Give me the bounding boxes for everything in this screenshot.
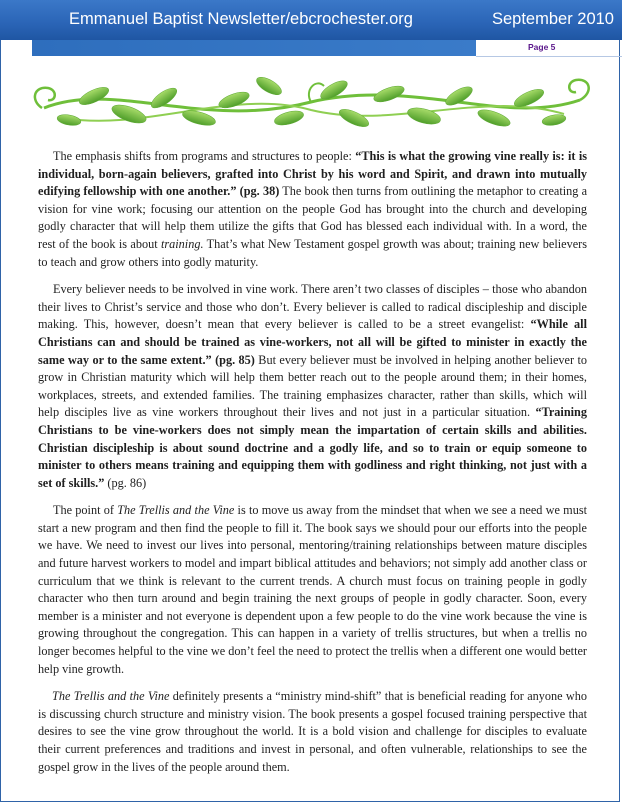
paragraph-2 [38,281,587,492]
issue-date: September 2010 [491,10,614,28]
paragraph-3 [38,502,587,678]
header-banner [0,0,622,40]
article-body [38,148,587,786]
text-run: That’s what New Testament gospel growth was about; training new believers to teach and grow others into godly maturity. [38,236,587,269]
text-run: (pg. 86) [104,475,147,490]
newsletter-title: Emmanuel Baptist Newsletter/ebcrochester.org [69,10,413,28]
header-subbar [32,40,476,56]
quote-bold: “Training Christians to be vine-workers does not simply mean the impartation of certain skills and abilities. Christian discipleship is about sound doctrine and a godly life, and so to train or equip someone to minister to others means training and equipping them with godliness and right thinking, not just with a set of skills.” [38,405,587,490]
italic-run: training. [160,236,204,251]
quote-bold: “This is what the growing vine really is: it is individual, born-again believers, grafted into Christ by his word and Spirit, and drawn into mutually edifying fellowship with one another.” (pg. 38) [38,149,587,199]
text-run: The book then turns from outlining the metaphor to creating a vision for vine work; focusing our attention on the people God has brought into the church and developing godly character that will help them utilize the gifts that God has blessed each individual with. In a word, the rest of the book is about [38,184,588,251]
text-run: is to move us away from the mindset that when we see a need we must start a new program and then find the people to fill it. The book says we should pour our efforts into the people we have. We need to invest our lives into personal, mentoring/training relationships between mature disciples and future harvest workers to model and impart biblical attitudes and behaviors; not simply add another class or curriculum that we think is relevant to the current trends. A church must focus on training people in godly character who then turn around and begin training the next groups of people in godly character. Soon, every member is a minister and not everyone is dependent upon a few people to do the vine work because the vine is growing throughout the congregation. This can happen in a variety of trellis structures, but when a trellis no longer becomes helpful to the vine we don’t feel the need to protect the trellis when a different one would better help vine growth. [38,503,588,676]
page-number: Page 5 [528,42,556,52]
book-title: The Trellis and the Vine [52,689,170,704]
text-run: definitely presents a “ministry mind-shift” that is beneficial reading for anyone who is discussing church structure and ministry vision. The book presents a gospel focused training perspective that desires to see the vine grow throughout the world. It is a bold vision and challenge for disciples to evaluate their current preferences and traditions and invest in personal, and often vulnerable, relationships to see the gospel grow in the lives of the people around them. [38,689,587,774]
book-title: The Trellis and the Vine [117,503,235,518]
text-run: The emphasis shifts from programs and structures to people: [53,149,356,163]
quote-bold: “While all Christians can and should be trained as vine-workers, not all will be gifted to minister in exactly the same way or to the same extent.” (pg. 85) [38,317,587,367]
green-vine-ornament-icon [24,60,598,140]
text-run: Every believer needs to be involved in vine work. There aren’t two classes of disciples – those who abandon their lives to Christ’s service and those who don’t. Every believer is called to radical discipleship and disciple making. This, however, doesn’t mean that every believer is called to be a street evangelist: [38,282,587,332]
page-tab-divider [476,56,622,57]
paragraph-1 [38,148,587,271]
text-run: But every believer must be involved in helping another believer to grow in Christian maturity which will help them better reach out to the people around them; in their homes, workplaces, streets, and extended families. The training emphasizes character, rather than skills, which will help disciples live as vine workers throughout their lives and not just in a particular situation. [38,352,587,420]
text-run: The point of [53,503,118,518]
paragraph-4 [38,688,587,776]
